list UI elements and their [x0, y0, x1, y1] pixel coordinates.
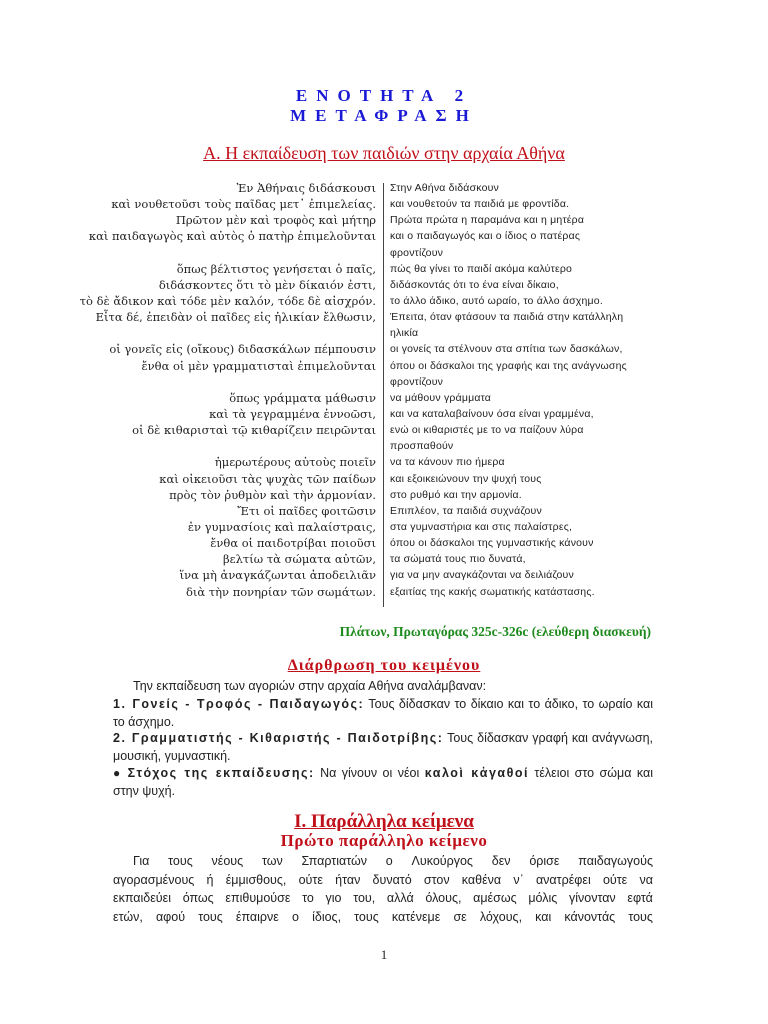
parallel-text-line: εκπαιδεύει όπως επιθυμούσε το γιο του, αλλά όλους, αμέσως μόλις γίνονταν εφτά	[113, 891, 653, 905]
translation-line: να μάθουν γράμματα	[390, 391, 492, 404]
translation-line: Επιπλέον, τα παιδιά συχνάζουν	[390, 504, 542, 517]
bullet-icon: ●	[113, 766, 123, 780]
translation-line: να τα κάνουν πιο ήμερα	[390, 456, 505, 469]
ancient-line: διὰ τὴν πονηρίαν τῶν σωμάτων.	[185, 584, 376, 599]
translation-line: και ο παιδαγωγός και ο ίδιος ο πατέρας	[390, 230, 581, 243]
ancient-line: ἐν γυμνασίοις καὶ παλαίστραις,	[187, 519, 376, 534]
translation-line: και νουθετούν τα παιδιά με φροντίδα.	[390, 198, 570, 211]
translation-line: Έπειτα, όταν φτάσουν τα παιδιά στην κατάλληλη	[390, 311, 624, 324]
ancient-line: τὸ δὲ ἄδικον καὶ τόδε μὲν καλόν, τόδε δὲ αἰσχρόν.	[79, 293, 376, 308]
translation-line: προσπαθούν	[390, 440, 454, 453]
ancient-line: διδάσκοντες ὅτι τὸ μὲν δίκαιόν ἐστι,	[158, 277, 376, 292]
page-number: 1	[380, 947, 388, 962]
ancient-line: οἱ δὲ κιθαρισταὶ τῷ κιθαρίζειν πειρῶνται	[132, 423, 376, 438]
ancient-line: καὶ παιδαγωγὸς καὶ αὐτὸς ὁ πατὴρ ἐπιμελοῦνται	[88, 229, 376, 244]
ancient-line: Πρῶτον μὲν καὶ τροφὸς καὶ μήτηρ	[175, 213, 376, 228]
ancient-line	[70, 245, 376, 261]
structure-heading: Διάρθρωση του κειμένου	[287, 657, 481, 674]
ancient-line: ἡμερωτέρους αὐτοὺς ποιεῖν	[214, 455, 376, 470]
item-2-text: Τους δίδασκαν γραφή και ανάγνωση, μουσική, γυμναστική.	[113, 731, 653, 763]
ancient-line: ὅπως γράμματα μάθωσιν	[229, 390, 376, 405]
structure-intro: Την εκπαίδευση των αγοριών στην αρχαία Αθήνα αναλάμβαναν:	[133, 679, 487, 693]
ancient-line: ἔνθα οἱ μὲν γραμματισταὶ ἐπιμελοῦνται	[141, 358, 376, 373]
translation-line: για να μην αναγκάζονται να δειλιάζουν	[390, 569, 574, 582]
item-3-text-a: Να γίνουν οι νέοι	[314, 766, 425, 780]
translation-line: φροντίζουν	[390, 246, 444, 259]
ancient-line: Ἐν Ἀθήναις διδάσκουσι	[236, 181, 376, 195]
parallel-texts-heading: Ι. Παράλληλα κείμενα	[294, 811, 474, 832]
ancient-line	[70, 438, 376, 454]
translation-line: οι γονείς τα στέλνουν στα σπίτια των δασκάλων,	[390, 343, 623, 356]
translation-line: και εξοικειώνουν την ψυχή τους	[390, 472, 542, 485]
ancient-line: ἔνθα οἱ παιδοτρίβαι ποιοῦσι	[210, 536, 376, 551]
ancient-line: βελτίω τὰ σώματα αὐτῶν,	[223, 552, 376, 567]
translation-line: όπου οι δάσκαλοι της γραφής και της ανάγνωσης	[390, 359, 627, 372]
ancient-line: Εἶτα δέ, ἐπειδὰν οἱ παῖδες εἰς ἡλικίαν ἔλθωσιν,	[95, 310, 376, 325]
translation-line: ενώ οι κιθαριστές με το να παίζουν λύρα	[390, 424, 584, 437]
translation-title: ΜΕΤΑΦΡΑΣΗ	[290, 106, 478, 125]
first-parallel-subheading: Πρώτο παράλληλο κείμενο	[280, 831, 488, 850]
translation-line: στα γυμναστήρια και στις παλαίστρες,	[390, 520, 573, 533]
ancient-line: Ἔτι οἱ παῖδες φοιτῶσιν	[237, 503, 376, 518]
translation-line: Πρώτα πρώτα η παραμάνα και η μητέρα	[390, 214, 585, 227]
ancient-line: ὅπως βέλτιστος γενήσεται ὁ παῖς,	[176, 261, 376, 276]
item-3-emphasis: καλοὶ κἀγαθοί	[424, 766, 529, 780]
structure-item-3	[113, 764, 653, 800]
parallel-text-line: αγορασμένους ή έμμισθους, ούτε ήταν δυνατό στον καθένα ν᾽ ανατρέφει ούτε να	[113, 872, 653, 887]
translation-line: πώς θα γίνει το παιδί ακόμα καλύτερο	[390, 262, 573, 275]
item-1-text: Τους δίδασκαν το δίκαιο και το άδικο, το ωραίο και το άσχημο.	[113, 697, 653, 729]
modern-translation-column	[390, 180, 666, 600]
translation-line: και να καταλαβαίνουν όσα είναι γραμμένα,	[390, 407, 594, 420]
parallel-text-body	[113, 852, 653, 926]
structure-item-2	[113, 729, 653, 765]
translation-line: εξαιτίας της κακής σωματικής κατάστασης.	[390, 585, 595, 598]
item-3-text-b: τέλειοι στο σώμα και στην ψυχή.	[113, 766, 653, 798]
ancient-line	[70, 374, 376, 390]
translation-line: τα σώματά τους πιο δυνατά,	[390, 553, 526, 566]
section-a-heading: Α. Η εκπαίδευση των παιδιών στην αρχαία Αθήνα	[203, 143, 565, 163]
ancient-line: οἱ γονεῖς εἰς (οἴκους) διδασκάλων πέμπουσιν	[109, 342, 376, 357]
ancient-line: καὶ τὰ γεγραμμένα ἐννοῶσι,	[209, 406, 376, 421]
translation-line: φροντίζουν	[390, 375, 444, 388]
translation-line: ηλικία	[390, 327, 419, 340]
ancient-line: ἵνα μὴ ἀναγκάζωνται ἀποδειλιᾶν	[179, 568, 376, 583]
ancient-line: καὶ νουθετοῦσι τοὺς παῖδας μετ᾽ ἐπιμελείας.	[111, 197, 376, 212]
item-1-label: 1. Γονείς - Τροφός - Παιδαγωγός:	[113, 697, 365, 711]
translation-line: το άλλο άδικο, αυτό ωραίο, το άλλο άσχημο.	[390, 294, 603, 307]
parallel-text-line: Για τους νέους των Σπαρτιατών ο Λυκούργος δεν όρισε παιδαγωγούς	[133, 854, 653, 868]
translation-line: διδάσκοντάς ότι το ένα είναι δίκαιο,	[390, 278, 559, 291]
item-2-label: 2. Γραμματιστής - Κιθαριστής - Παιδοτρίβης:	[113, 731, 444, 745]
item-3-label: Στόχος της εκπαίδευσης:	[127, 766, 315, 780]
ancient-line: πρὸς τὸν ῥυθμὸν καὶ τὴν ἁρμονίαν.	[169, 487, 376, 502]
translation-line: Στην Αθήνα διδάσκουν	[390, 182, 500, 194]
parallel-text-line: ετών, αφού τους έπαιρνε ο ίδιος, τους κατένεμε σε λόχους, και κάνοντάς τους	[113, 909, 653, 924]
structure-item-1	[113, 695, 653, 731]
ancient-text-column	[70, 180, 376, 600]
ancient-line	[70, 325, 376, 341]
column-divider	[383, 183, 384, 607]
translation-line: όπου οι δάσκαλοι της γυμναστικής κάνουν	[390, 537, 594, 550]
source-citation: Πλάτων, Πρωταγόρας 325c-326c (ελεύθερη διασκευή)	[339, 624, 651, 639]
unit-title: ΕΝΟΤΗΤΑ 2	[295, 86, 473, 105]
ancient-line: καὶ οἰκειοῦσι τὰς ψυχὰς τῶν παίδων	[159, 471, 376, 486]
translation-line: στο ρυθμό και την αρμονία.	[390, 488, 522, 501]
